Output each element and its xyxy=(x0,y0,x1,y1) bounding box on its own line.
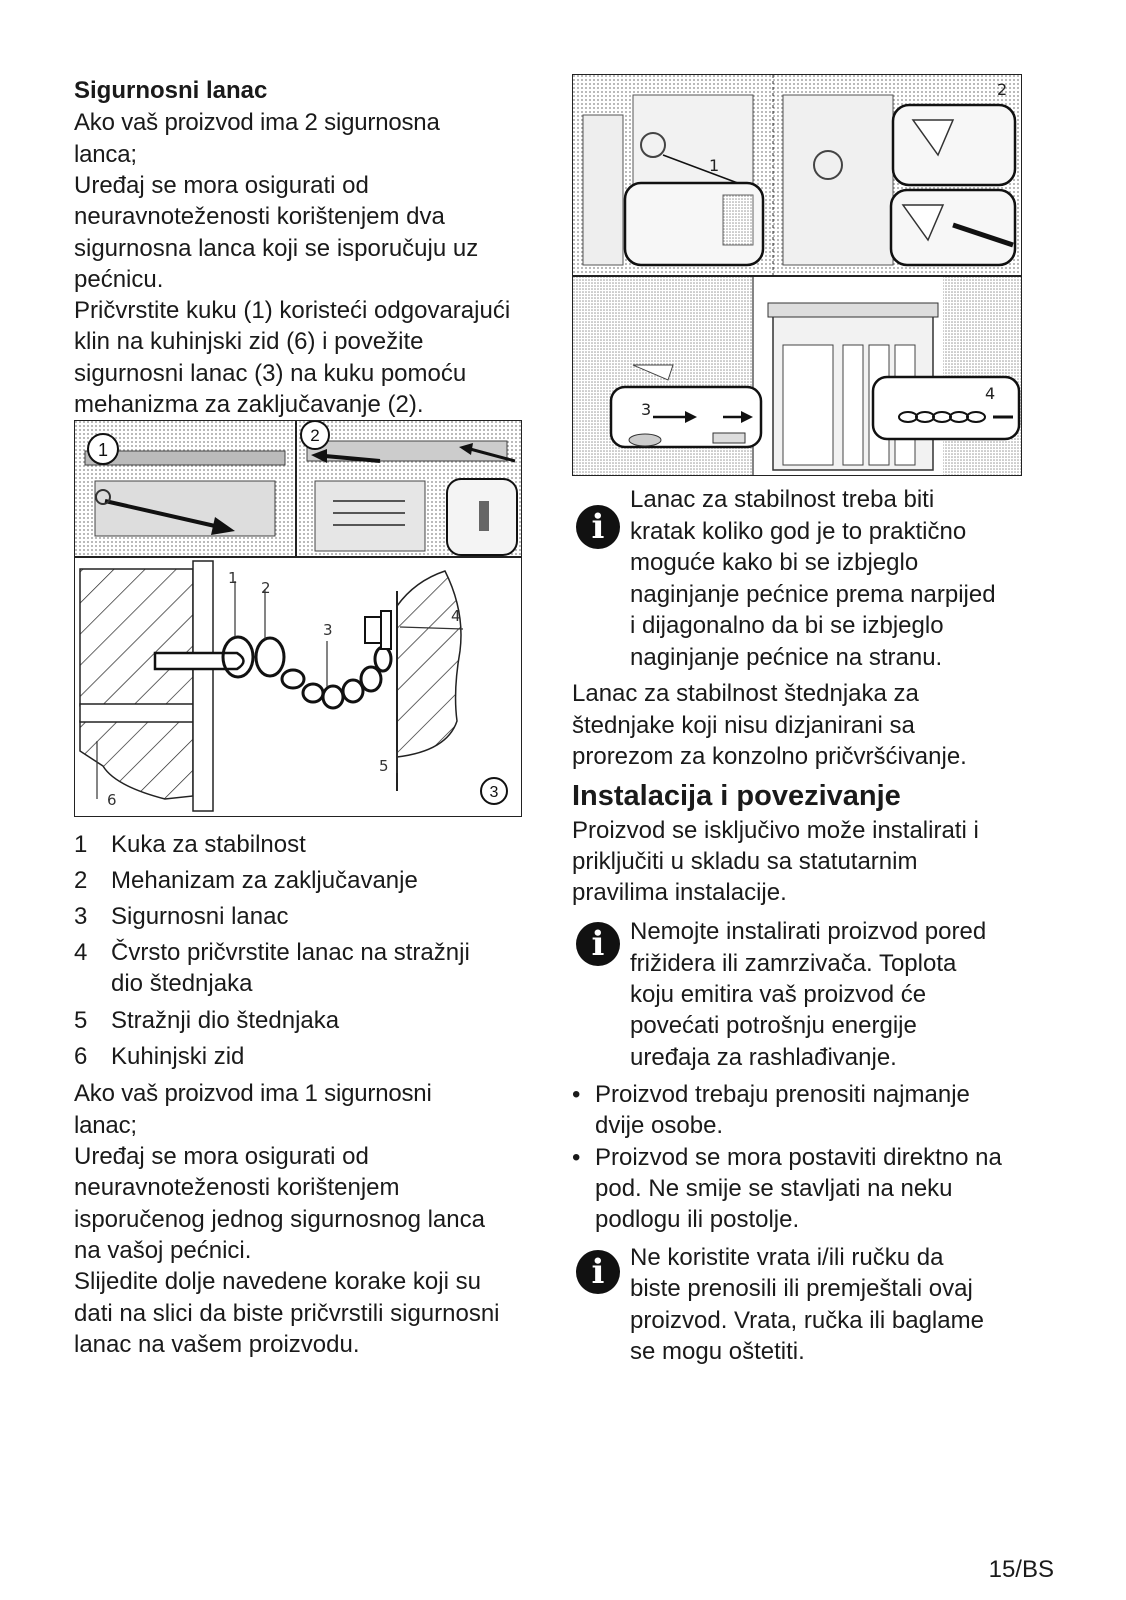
legend-text: Stražnji dio štednjaka xyxy=(111,1007,340,1034)
paragraph-line: priključiti u skladu sa statutarnim xyxy=(572,848,918,875)
paragraph-line: lanac na vašem proizvodu. xyxy=(74,1331,360,1358)
legend-item xyxy=(74,865,418,897)
legend-item xyxy=(74,937,470,969)
note-line: i dijagonalno da bi se izbjeglo xyxy=(630,612,944,639)
figure-label-6: 6 xyxy=(107,791,117,809)
section-heading-safety-chain: Sigurnosni lanac xyxy=(74,77,268,104)
figure-label-2: 2 xyxy=(997,80,1008,99)
figure-label-4: 4 xyxy=(985,384,996,403)
legend-text: Čvrsto pričvrstite lanac na stražnji xyxy=(111,939,470,966)
figure-label-2: 2 xyxy=(261,579,271,597)
subheading-one-chain-line1: Ako vaš proizvod ima 1 sigurnosni xyxy=(74,1080,432,1107)
paragraph-line: Slijedite dolje navedene korake koji su xyxy=(74,1268,481,1295)
page-number: 15/BS xyxy=(988,1556,1054,1583)
legend-text: Kuka za stabilnost xyxy=(111,831,306,858)
figure-label-circle-2: 2 xyxy=(310,426,320,445)
list-item-text: podlogu ili postolje. xyxy=(595,1206,800,1233)
note-line: povećati potrošnju energije xyxy=(630,1012,917,1039)
figure-label-circle-1: 1 xyxy=(97,440,109,460)
note-line: uređaja za rashlađivanje. xyxy=(630,1044,897,1071)
legend-text: Sigurnosni lanac xyxy=(111,903,289,930)
paragraph-line: Uređaj se mora osigurati od xyxy=(74,1143,369,1170)
info-icon: i xyxy=(576,505,620,549)
figure-label-4: 4 xyxy=(451,607,461,625)
list-item xyxy=(572,1079,970,1111)
paragraph-line: pravilima instalacije. xyxy=(572,879,787,906)
figure-label-3: 3 xyxy=(641,400,652,419)
list-item xyxy=(572,1142,1002,1174)
paragraph-line: štednjake koji nisu dizjanirani sa xyxy=(572,712,915,739)
list-item-text: Proizvod se mora postaviti direktno na xyxy=(595,1144,1002,1171)
paragraph-line: Uređaj se mora osigurati od xyxy=(74,172,369,199)
figure-label-5: 5 xyxy=(379,757,389,775)
paragraph-line: pećnicu. xyxy=(74,266,164,293)
note-line: proizvod. Vrata, ručka ili baglame xyxy=(630,1307,984,1334)
figure-label-1: 1 xyxy=(709,156,720,175)
note-line: Ne koristite vrata i/ili ručku da xyxy=(630,1244,944,1271)
note-line: naginjanje pećnice na stranu. xyxy=(630,644,943,671)
figure-label-1: 1 xyxy=(228,569,238,587)
list-item-text: Proizvod trebaju prenositi najmanje xyxy=(595,1081,970,1108)
info-icon: i xyxy=(576,922,620,966)
paragraph-line: mehanizma za zaključavanje (2). xyxy=(74,391,424,418)
note-line: kratak koliko god je to praktično xyxy=(630,518,967,545)
legend-number: 6 xyxy=(74,1043,88,1070)
installation-figure xyxy=(572,74,1022,476)
note-line: Nemojte instalirati proizvod pored xyxy=(630,918,987,945)
installation-illustration xyxy=(573,75,1021,475)
legend-number: 4 xyxy=(74,939,88,966)
legend-number: 2 xyxy=(74,867,88,894)
paragraph-line: Lanac za stabilnost štednjaka za xyxy=(572,680,919,707)
info-icon: i xyxy=(576,1250,620,1294)
legend-item xyxy=(74,901,288,933)
paragraph-line: Pričvrstite kuku (1) koristeći odgovarajući xyxy=(74,297,511,324)
list-item-text: pod. Ne smije se stavljati na neku xyxy=(595,1175,953,1202)
paragraph-line: na vašoj pećnici. xyxy=(74,1237,252,1264)
legend-item xyxy=(74,1005,339,1037)
paragraph-line: dati na slici da biste pričvrstili sigurnosni xyxy=(74,1300,500,1327)
note-line: biste prenosili ili premještali ovaj xyxy=(630,1275,973,1302)
legend-item xyxy=(74,1041,244,1073)
legend-text: Kuhinjski zid xyxy=(111,1043,245,1070)
paragraph-line: neuravnoteženosti korištenjem xyxy=(74,1174,400,1201)
note-line: Lanac za stabilnost treba biti xyxy=(630,486,935,513)
legend-number: 3 xyxy=(74,903,88,930)
safety-chain-figure xyxy=(74,420,522,817)
paragraph-line: neuravnoteženosti korištenjem dva xyxy=(74,203,445,230)
bullet-icon: • xyxy=(572,1144,581,1171)
note-line: frižidera ili zamrzivača. Toplota xyxy=(630,950,957,977)
figure-label-circle-3: 3 xyxy=(489,784,499,801)
bullet-icon: • xyxy=(572,1081,581,1108)
paragraph-line: prorezom za konzolno pričvršćivanje. xyxy=(572,743,967,770)
paragraph-line: klin na kuhinjski zid (6) i povežite xyxy=(74,328,424,355)
paragraph-line: sigurnosni lanac (3) na kuku pomoću xyxy=(74,360,467,387)
note-line: koju emitira vaš proizvod će xyxy=(630,981,927,1008)
legend-text: Mehanizam za zaključavanje xyxy=(111,867,418,894)
paragraph-line: isporučenog jednog sigurnosnog lanca xyxy=(74,1206,485,1233)
list-item-text: dvije osobe. xyxy=(595,1112,724,1139)
subheading-one-chain-line2: lanac; xyxy=(74,1112,137,1139)
legend-number: 5 xyxy=(74,1007,88,1034)
subheading-two-chains-line1: Ako vaš proizvod ima 2 sigurnosna xyxy=(74,109,440,136)
note-line: moguće kako bi se izbjeglo xyxy=(630,549,919,576)
note-line: se mogu oštetiti. xyxy=(630,1338,805,1365)
figure-label-3: 3 xyxy=(323,621,333,639)
paragraph-line: sigurnosna lanca koji se isporučuju uz xyxy=(74,235,479,262)
paragraph-line: Proizvod se isključivo može instalirati i xyxy=(572,817,979,844)
section-heading-installation: Instalacija i povezivanje xyxy=(572,780,901,812)
safety-chain-illustration xyxy=(75,421,521,816)
legend-text-continued: dio štednjaka xyxy=(111,970,253,997)
note-line: naginjanje pećnice prema narpijed xyxy=(630,581,996,608)
legend-number: 1 xyxy=(74,831,88,858)
subheading-two-chains-line2: lanca; xyxy=(74,141,137,168)
legend-item xyxy=(74,829,306,861)
